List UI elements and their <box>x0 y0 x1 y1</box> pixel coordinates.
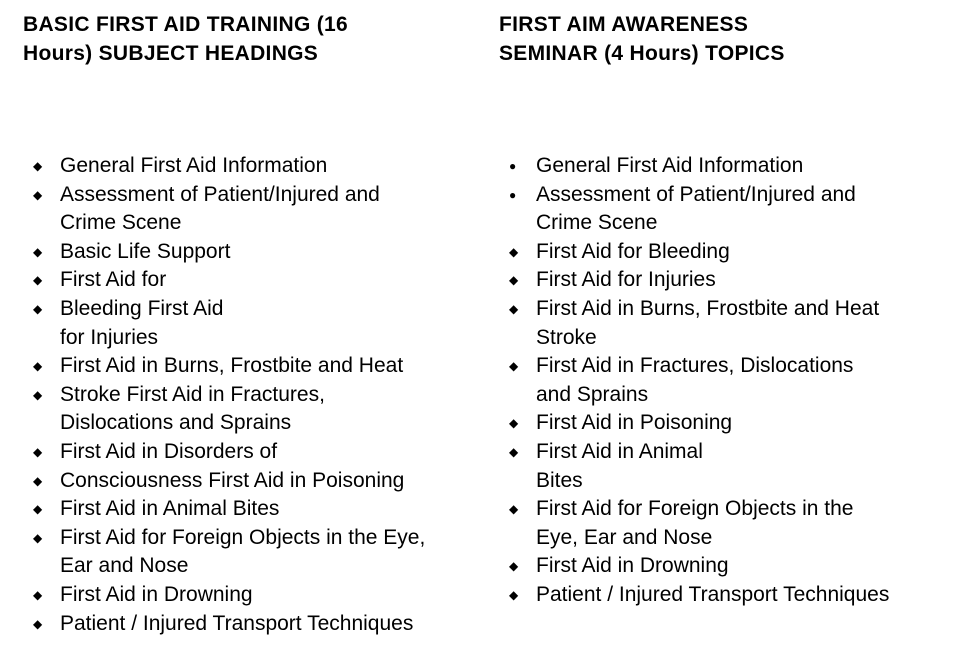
bullet-icon: ◆ <box>33 502 43 517</box>
heading-line: BASIC FIRST AID TRAINING (16 <box>23 13 348 36</box>
list-item <box>499 181 959 238</box>
list-item <box>499 552 959 581</box>
list-item-text: Patient / Injured Transport Techniques <box>536 582 890 606</box>
bullet-icon: ◆ <box>33 387 43 402</box>
bullet-icon: ◆ <box>509 244 519 259</box>
list-item-text: First Aid in Animal Bites <box>60 497 280 521</box>
list-item <box>23 181 493 238</box>
list-item <box>499 238 959 267</box>
list-item-text: First Aid for Injuries <box>536 268 716 292</box>
list-item-text: Crime Scene <box>60 211 182 235</box>
list-item <box>499 152 959 181</box>
list-item <box>499 438 959 495</box>
list-item-text: First Aid for Foreign Objects in the <box>536 497 854 521</box>
bullet-icon: ◆ <box>33 359 43 374</box>
list-item-text: First Aid in Burns, Frostbite and Heat <box>60 354 404 378</box>
list-item <box>23 152 493 181</box>
list-item-text: First Aid in Burns, Frostbite and Heat <box>536 296 880 320</box>
list-item-text: First Aid in Drowning <box>60 582 253 606</box>
heading-line: Hours) SUBJECT HEADINGS <box>23 42 319 65</box>
bullet-icon: ◆ <box>509 444 519 459</box>
bullet-icon: ◆ <box>509 559 519 574</box>
list-item-text: for Injuries <box>60 325 159 349</box>
list-item-text: Consciousness First Aid in Poisoning <box>60 468 405 492</box>
bullet-icon: ◆ <box>33 273 43 288</box>
list-item-text: Assessment of Patient/Injured and <box>536 182 856 206</box>
list-item-text: Assessment of Patient/Injured and <box>60 182 380 206</box>
list-item-text: Bleeding First Aid <box>60 296 224 320</box>
bullet-icon: ◆ <box>33 159 43 173</box>
list-item <box>499 266 959 295</box>
bullet-icon: ◆ <box>509 301 519 316</box>
list-item-text: Bites <box>536 468 583 492</box>
list-item-text: First Aid in Animal <box>536 439 703 463</box>
list-item <box>499 495 959 552</box>
basic-training-heading <box>23 10 493 70</box>
list-item-text: First Aid in Disorders of <box>60 439 278 463</box>
bullet-icon: ● <box>509 187 517 202</box>
awareness-seminar-heading <box>499 10 959 70</box>
list-item-text: First Aid for Foreign Objects in the Eye, <box>60 525 426 549</box>
bullet-icon: ◆ <box>33 244 43 259</box>
awareness-seminar-column <box>499 10 959 606</box>
list-item <box>499 581 959 610</box>
list-item-text: and Sprains <box>536 382 649 406</box>
list-item <box>23 295 493 352</box>
list-item-text: Stroke <box>536 325 597 349</box>
list-item-text: Patient / Injured Transport Techniques <box>60 611 414 635</box>
list-item-text: Ear and Nose <box>60 554 189 578</box>
bullet-icon: ◆ <box>33 187 43 202</box>
bullet-icon: ◆ <box>509 587 519 602</box>
bullet-icon: ◆ <box>509 502 519 517</box>
bullet-icon: ◆ <box>509 416 519 431</box>
list-item-text: First Aid for Bleeding <box>536 239 730 263</box>
list-item-text: First Aid in Drowning <box>536 554 729 578</box>
list-item-text: Basic Life Support <box>60 239 231 263</box>
list-item <box>23 467 493 496</box>
list-item-text: Crime Scene <box>536 211 658 235</box>
bullet-icon: ◆ <box>509 359 519 374</box>
bullet-icon: ◆ <box>33 587 43 602</box>
list-item <box>23 495 493 524</box>
list-item <box>23 381 493 438</box>
heading-line: SEMINAR (4 Hours) TOPICS <box>499 42 785 65</box>
basic-training-column <box>23 10 493 635</box>
heading-line: FIRST AIM AWARENESS <box>499 13 749 36</box>
list-item <box>23 352 493 381</box>
list-item-text: General First Aid Information <box>60 154 328 177</box>
list-item-text: First Aid in Fractures, Dislocations <box>536 354 854 378</box>
list-item-text: Dislocations and Sprains <box>60 411 292 435</box>
list-item <box>499 352 959 409</box>
bullet-icon: ◆ <box>33 301 43 316</box>
list-item-text: General First Aid Information <box>536 154 804 177</box>
list-item <box>23 610 493 639</box>
list-item <box>23 238 493 267</box>
bullet-icon: ◆ <box>509 273 519 288</box>
list-item-text: Eye, Ear and Nose <box>536 525 713 549</box>
list-item <box>499 295 959 352</box>
awareness-seminar-topic-list <box>499 152 959 610</box>
list-item-text: First Aid in Poisoning <box>536 411 733 435</box>
basic-training-subject-list <box>23 152 493 638</box>
list-item <box>23 581 493 610</box>
bullet-icon: ◆ <box>33 530 43 545</box>
list-item <box>499 409 959 438</box>
bullet-icon: ● <box>509 159 517 173</box>
list-item-text: Stroke First Aid in Fractures, <box>60 382 325 406</box>
bullet-icon: ◆ <box>33 616 43 631</box>
list-item <box>23 524 493 581</box>
bullet-icon: ◆ <box>33 444 43 459</box>
list-item-text: First Aid for <box>60 268 167 292</box>
list-item <box>23 438 493 467</box>
list-item <box>23 266 493 295</box>
bullet-icon: ◆ <box>33 473 43 488</box>
